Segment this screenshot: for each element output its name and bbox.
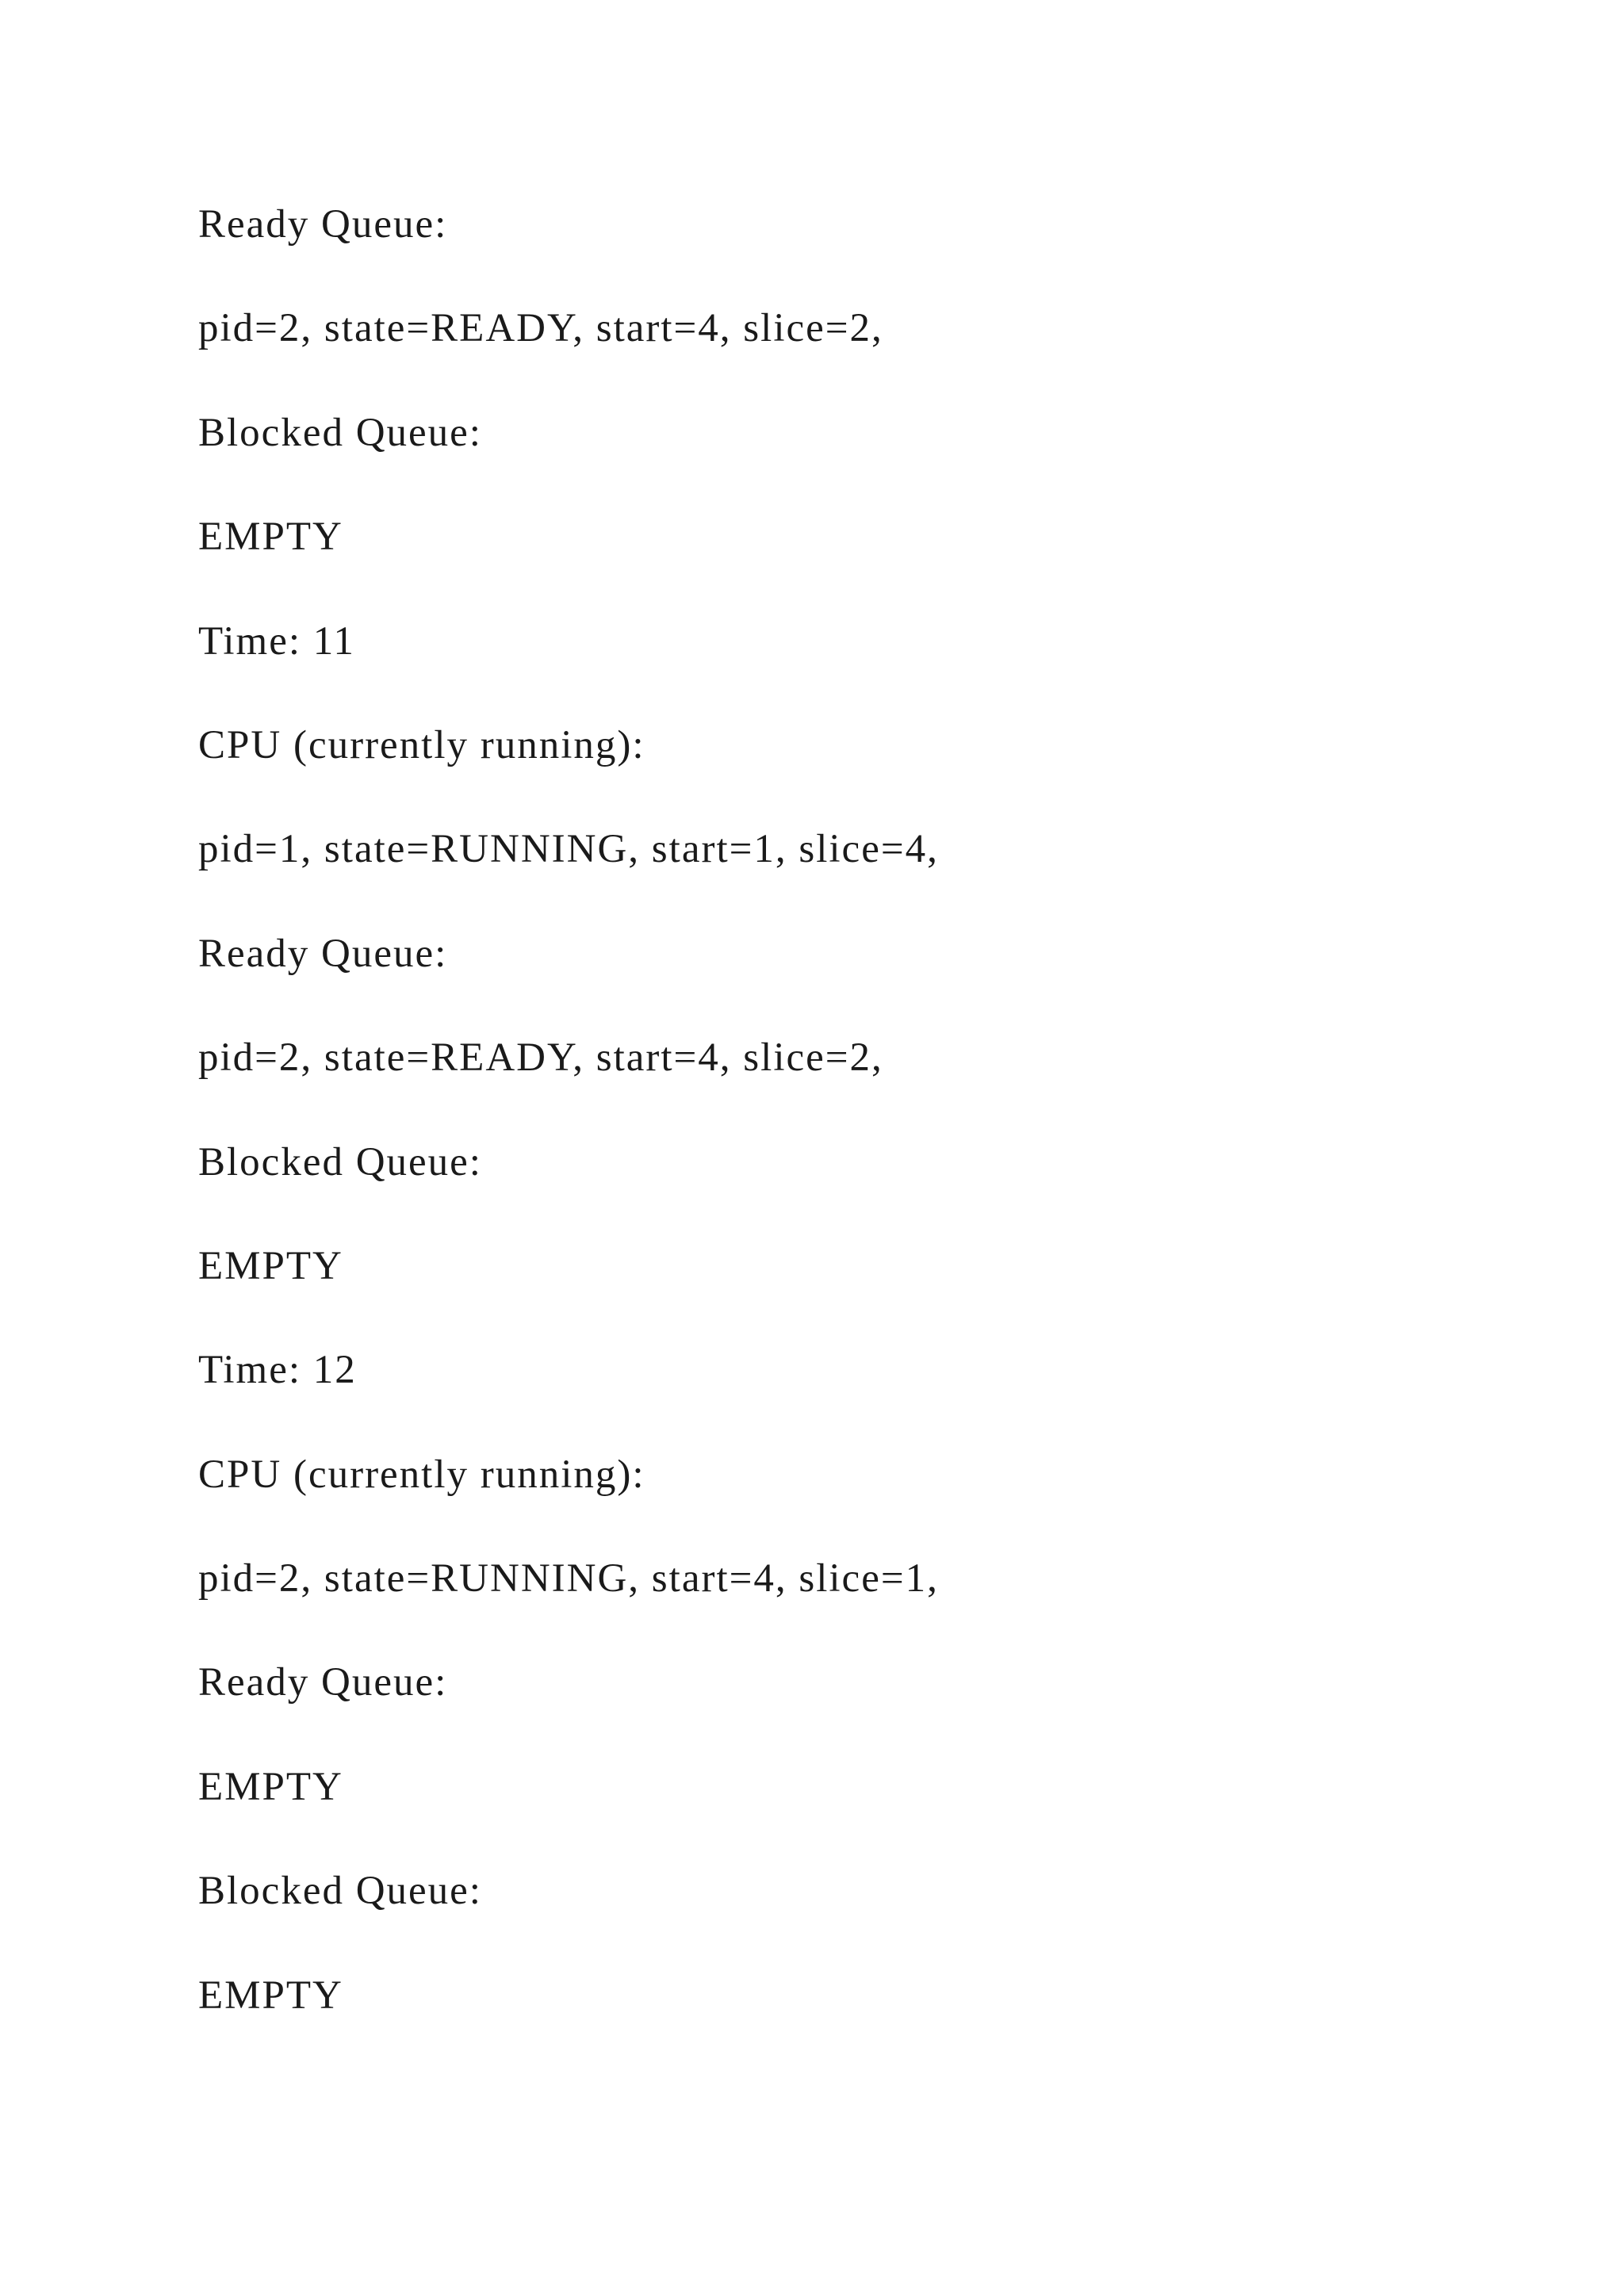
heading-ready-queue: Ready Queue: <box>198 202 448 247</box>
text-lines <box>198 193 939 2068</box>
heading-blocked-queue: Blocked Queue: <box>198 1869 482 1914</box>
heading-cpu: CPU (currently running): <box>198 722 645 767</box>
process-entry: pid=2, state=READY, start=4, slice=2, <box>198 1035 883 1081</box>
time-label: Time: 11 <box>198 618 355 664</box>
heading-cpu: CPU (currently running): <box>198 1452 645 1497</box>
empty-marker: EMPTY <box>198 515 343 560</box>
process-entry: pid=2, state=RUNNING, start=4, slice=1, <box>198 1556 939 1601</box>
process-entry: pid=2, state=READY, start=4, slice=2, <box>198 306 883 351</box>
heading-blocked-queue: Blocked Queue: <box>198 410 482 455</box>
heading-ready-queue: Ready Queue: <box>198 931 448 976</box>
empty-marker: EMPTY <box>198 1243 343 1288</box>
empty-marker: EMPTY <box>198 1764 343 1809</box>
time-label: Time: 12 <box>198 1348 357 1393</box>
empty-marker: EMPTY <box>198 1973 343 2018</box>
process-entry: pid=1, state=RUNNING, start=1, slice=4, <box>198 827 939 872</box>
heading-blocked-queue: Blocked Queue: <box>198 1139 482 1184</box>
heading-ready-queue: Ready Queue: <box>198 1660 448 1705</box>
